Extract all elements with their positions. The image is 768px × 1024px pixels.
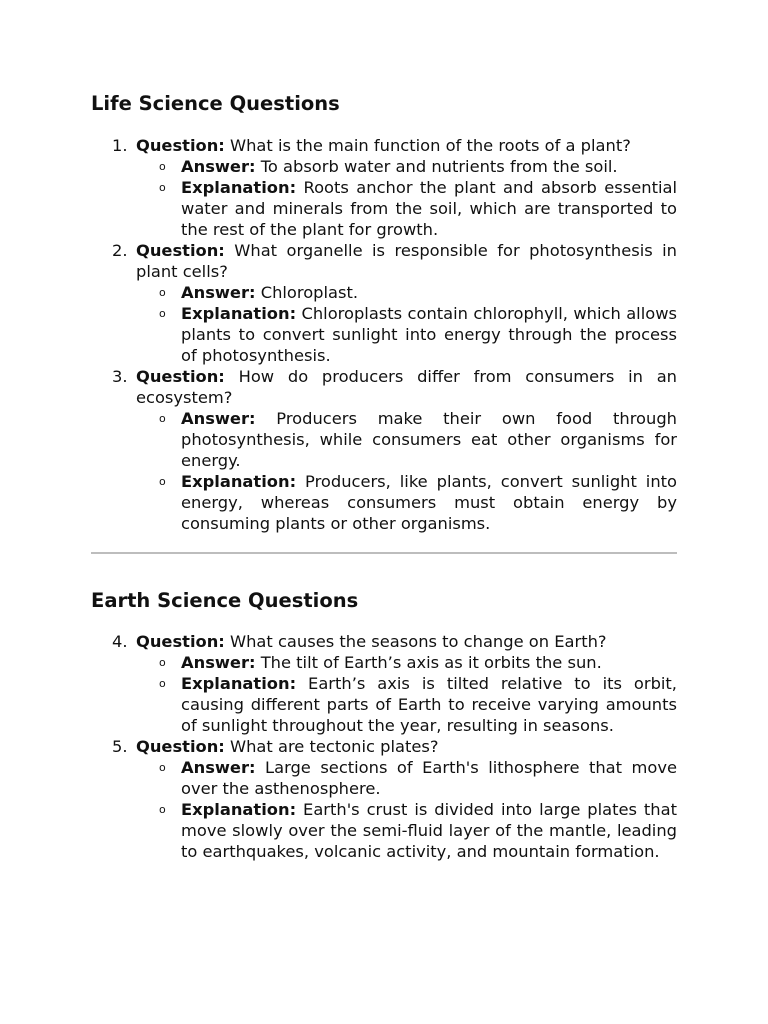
question-line [136, 631, 677, 652]
explanation-label: Explanation: [181, 472, 297, 491]
section-divider [91, 552, 677, 554]
bullet-icon: o [159, 761, 166, 774]
question-number: 5. [112, 737, 128, 756]
answer-text: To absorb water and nutrients from the soil. [260, 157, 618, 176]
question-label: Question: [136, 241, 225, 260]
answer-item [136, 156, 677, 177]
explanation-item [136, 673, 677, 736]
question-list-life-science [91, 135, 677, 534]
explanation-label: Explanation: [181, 800, 297, 819]
explanation-item [136, 799, 677, 862]
explanation-text: Earth's crust is divided into large plates that move slowly over the semi-fluid layer of the mantle, leading to earthquakes, volcanic activity, and mountain formation. [181, 800, 677, 861]
answer-label: Answer: [181, 157, 256, 176]
question-list-earth-science [91, 631, 677, 862]
explanation-text: Chloroplasts contain chlorophyll, which allows plants to convert sunlight into energy through the process of photosynthesis. [181, 304, 677, 365]
question-text: What are tectonic plates? [230, 737, 439, 756]
answer-label: Answer: [181, 409, 256, 428]
question-number: 4. [112, 632, 128, 651]
explanation-text: Earth’s axis is tilted relative to its orbit, causing different parts of Earth to receive varying amounts of sunlight throughout the year, resulting in seasons. [181, 674, 677, 735]
answer-label: Answer: [181, 283, 256, 302]
answer-list [136, 282, 677, 366]
answer-label: Answer: [181, 758, 256, 777]
answer-item [136, 408, 677, 471]
question-label: Question: [136, 737, 225, 756]
section-title-life-science: Life Science Questions [91, 92, 340, 115]
answer-text: Large sections of Earth's lithosphere that move over the asthenosphere. [181, 758, 677, 798]
question-label: Question: [136, 367, 225, 386]
section-title-earth-science: Earth Science Questions [91, 589, 359, 612]
bullet-icon: o [159, 307, 166, 320]
explanation-item [136, 471, 677, 534]
question-label: Question: [136, 632, 225, 651]
answer-item [136, 282, 677, 303]
question-text: What causes the seasons to change on Earth? [230, 632, 607, 651]
bullet-icon: o [159, 286, 166, 299]
question-line [136, 240, 677, 282]
question-number: 1. [112, 136, 128, 155]
question-number: 2. [112, 241, 128, 260]
answer-label: Answer: [181, 653, 256, 672]
explanation-item [136, 303, 677, 366]
question-item [91, 736, 677, 862]
explanation-item [136, 177, 677, 240]
question-item [91, 631, 677, 736]
answer-list [136, 757, 677, 862]
explanation-text: Producers, like plants, convert sunlight into energy, whereas consumers must obtain energy by consuming plants or other organisms. [181, 472, 677, 533]
answer-item [136, 652, 677, 673]
question-number: 3. [112, 367, 128, 386]
bullet-icon: o [159, 160, 166, 173]
answer-text: The tilt of Earth’s axis as it orbits the sun. [260, 653, 602, 672]
question-item [91, 135, 677, 240]
bullet-icon: o [159, 677, 166, 690]
explanation-label: Explanation: [181, 178, 297, 197]
question-line [136, 366, 677, 408]
answer-item [136, 757, 677, 799]
question-label: Question: [136, 136, 225, 155]
question-item [91, 366, 677, 534]
question-text: What organelle is responsible for photosynthesis in plant cells? [136, 241, 677, 281]
answer-list [136, 408, 677, 534]
bullet-icon: o [159, 803, 166, 816]
explanation-label: Explanation: [181, 674, 297, 693]
question-text: What is the main function of the roots of a plant? [230, 136, 631, 155]
question-line [136, 736, 677, 757]
bullet-icon: o [159, 181, 166, 194]
question-item [91, 240, 677, 366]
question-line [136, 135, 677, 156]
bullet-icon: o [159, 412, 166, 425]
bullet-icon: o [159, 656, 166, 669]
explanation-text: Roots anchor the plant and absorb essential water and minerals from the soil, which are transported to the rest of the plant for growth. [181, 178, 677, 239]
answer-text: Producers make their own food through photosynthesis, while consumers eat other organisms for energy. [181, 409, 677, 470]
answer-text: Chloroplast. [260, 283, 359, 302]
explanation-label: Explanation: [181, 304, 297, 323]
answer-list [136, 156, 677, 240]
question-text: How do producers differ from consumers in an ecosystem? [136, 367, 677, 407]
bullet-icon: o [159, 475, 166, 488]
answer-list [136, 652, 677, 736]
